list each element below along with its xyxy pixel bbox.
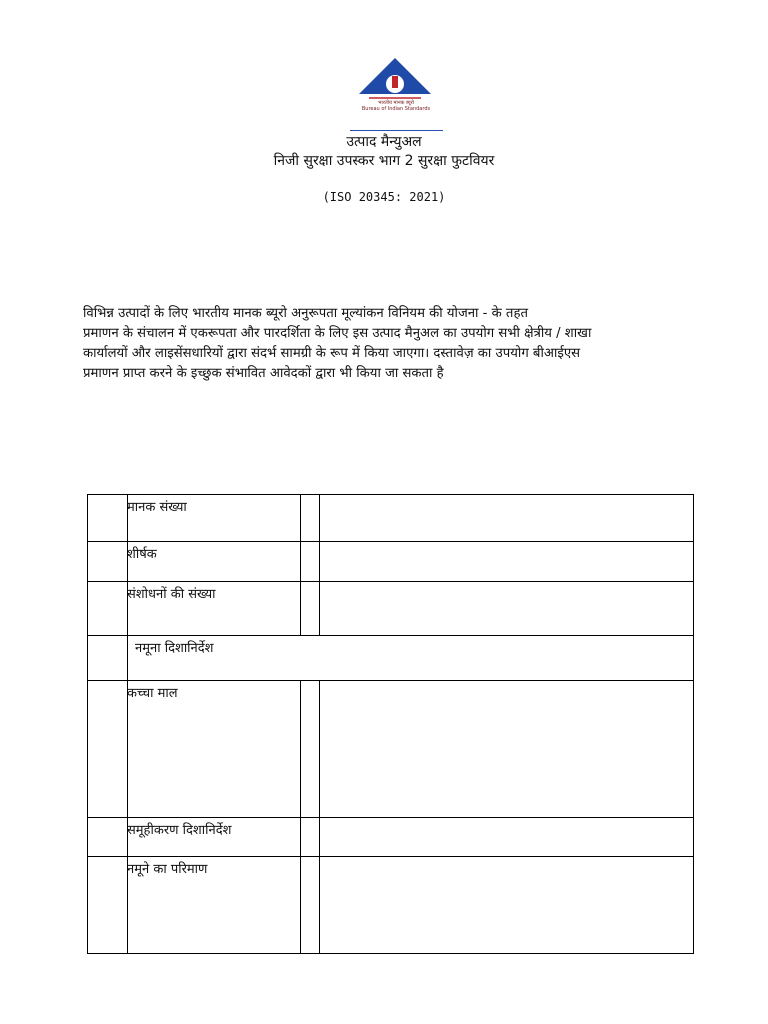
table-row — [88, 582, 694, 636]
intro-line: प्रमाणन के संचालन में एकरूपता और पारदर्शिता के लिए इस उत्पाद मैनुअल का उपयोग सभी क्षेत्रीय / शाखा — [83, 326, 592, 341]
table-row — [88, 857, 694, 954]
separator-cell — [301, 495, 320, 542]
document-subtitle: निजी सुरक्षा उपस्कर भाग 2 सुरक्षा फुटवियर — [273, 153, 495, 169]
row-label-cell — [128, 818, 301, 857]
intro-paragraph — [83, 304, 693, 384]
row-number-cell — [88, 495, 128, 542]
row-value-cell — [320, 495, 694, 542]
intro-line: प्रमाणन प्राप्त करने के इच्छुक संभावित आवेदकों द्वारा भी किया जा सकता है — [83, 366, 444, 381]
row-label-cell — [128, 636, 694, 681]
manual-details-table — [87, 494, 694, 954]
row-label: नमूना दिशानिर्देश — [135, 641, 214, 656]
intro-line: कार्यालयों और लाइसेंसधारियों द्वारा संदर्भ सामग्री के रूप में किया जाएगा। दस्तावेज़ का उपयोग बीआईएस — [83, 346, 581, 361]
row-value-cell — [320, 857, 694, 954]
row-label: समूहीकरण दिशानिर्देश — [127, 823, 232, 838]
iso-reference: (ISO 20345: 2021) — [322, 190, 446, 204]
row-label: संशोधनों की संख्या — [127, 587, 216, 602]
row-label-cell — [128, 857, 301, 954]
row-value-cell — [320, 818, 694, 857]
row-number-cell — [88, 818, 128, 857]
row-label-cell — [128, 495, 301, 542]
separator-cell — [301, 582, 320, 636]
row-number-cell — [88, 681, 128, 818]
row-number-cell — [88, 857, 128, 954]
row-value-cell — [320, 582, 694, 636]
logo-caption — [356, 100, 436, 112]
row-label: कच्चा माल — [127, 686, 178, 701]
separator-cell — [301, 818, 320, 857]
separator-cell — [301, 857, 320, 954]
row-value-cell — [320, 681, 694, 818]
row-value-cell — [320, 542, 694, 582]
separator-cell — [301, 681, 320, 818]
row-label: नमूने का परिमाण — [127, 862, 208, 877]
logo-caption-hindi: भारतीय मानक ब्यूरो — [378, 100, 414, 106]
logo-caption-english: Bureau of Indian Standards — [361, 106, 431, 112]
table-row — [88, 636, 694, 681]
row-number-cell — [88, 542, 128, 582]
row-label-cell — [128, 542, 301, 582]
table-row — [88, 542, 694, 582]
row-label-cell — [128, 582, 301, 636]
row-label: शीर्षक — [127, 547, 157, 562]
row-number-cell — [88, 636, 128, 681]
row-number-cell — [88, 582, 128, 636]
row-label-cell — [128, 681, 301, 818]
document-title: उत्पाद मैन्युअल — [346, 134, 422, 150]
title-rule — [350, 130, 443, 131]
table-row — [88, 681, 694, 818]
table-row — [88, 818, 694, 857]
row-label: मानक संख्या — [127, 500, 187, 515]
separator-cell — [301, 542, 320, 582]
table-row — [88, 495, 694, 542]
intro-line: विभिन्न उत्पादों के लिए भारतीय मानक ब्यूरो अनुरूपता मूल्यांकन विनियम की योजना - के तहत — [83, 306, 528, 321]
